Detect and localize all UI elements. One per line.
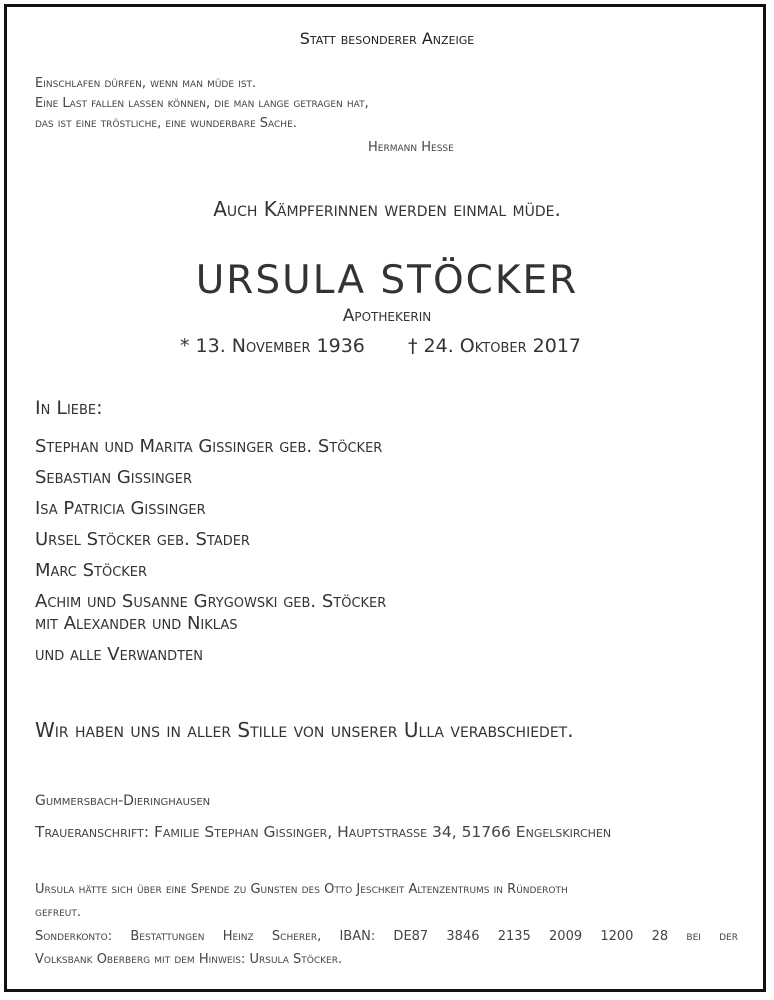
motto: Auch Kämpferinnen werden einmal müde. xyxy=(213,197,561,221)
mourner-entry: Sebastian Gissinger xyxy=(35,467,192,488)
mourner-entry: Ursel Stöcker geb. Stader xyxy=(35,529,250,550)
mourning-address: Traueranschrift: Familie Stephan Gissinger, Hauptstrasse 34, 51766 Engelskirchen xyxy=(35,823,612,841)
mourner-entry: Isa Patricia Gissinger xyxy=(35,498,206,519)
mourner-entry: und alle Verwandten xyxy=(35,644,203,665)
notice-heading: Statt besonderer Anzeige xyxy=(299,29,475,48)
death-date: † 24. Oktober 2017 xyxy=(408,335,581,357)
farewell-statement: Wir haben uns in aller Stille von unserer Ulla verabschiedet. xyxy=(35,718,574,742)
donation-account-line: Sonderkonto: Bestattungen Heinz Scherer, IBAN: DE87 3846 2135 2009 1200 28 bei der xyxy=(35,929,738,944)
donation-reference-line: Volksbank Oberberg mit dem Hinweis: Ursula Stöcker. xyxy=(35,952,343,967)
birth-date: * 13. November 1936 xyxy=(180,335,365,357)
mourner-entry: Marc Stöcker xyxy=(35,560,148,581)
mourner-entry: mit Alexander und Niklas xyxy=(35,613,238,634)
donation-line-1: Ursula hätte sich über eine Spende zu Gunsten des Otto Jeschkeit Altenzentrums in Ründeroth xyxy=(35,882,568,897)
quote-line-3: das ist eine tröstliche, eine wunderbare Sache. xyxy=(35,116,297,131)
quote-line-1: Einschlafen dürfen, wenn man müde ist. xyxy=(35,76,257,91)
mourner-entry: Achim und Susanne Grygowski geb. Stöcker xyxy=(35,591,387,612)
quote-line-2: Eine Last fallen lassen können, die man lange getragen hat, xyxy=(35,96,369,111)
quote-author: Hermann Hesse xyxy=(368,140,454,155)
deceased-profession: Apothekerin xyxy=(342,306,432,326)
place: Gummersbach-Dieringhausen xyxy=(35,793,211,809)
mourners-intro: In Liebe: xyxy=(35,397,103,419)
donation-line-2: gefreut. xyxy=(35,905,81,920)
mourners-list xyxy=(35,436,735,666)
deceased-name: URSULA STÖCKER xyxy=(195,258,579,303)
mourner-entry: Stephan und Marita Gissinger geb. Stöcker xyxy=(35,436,383,457)
